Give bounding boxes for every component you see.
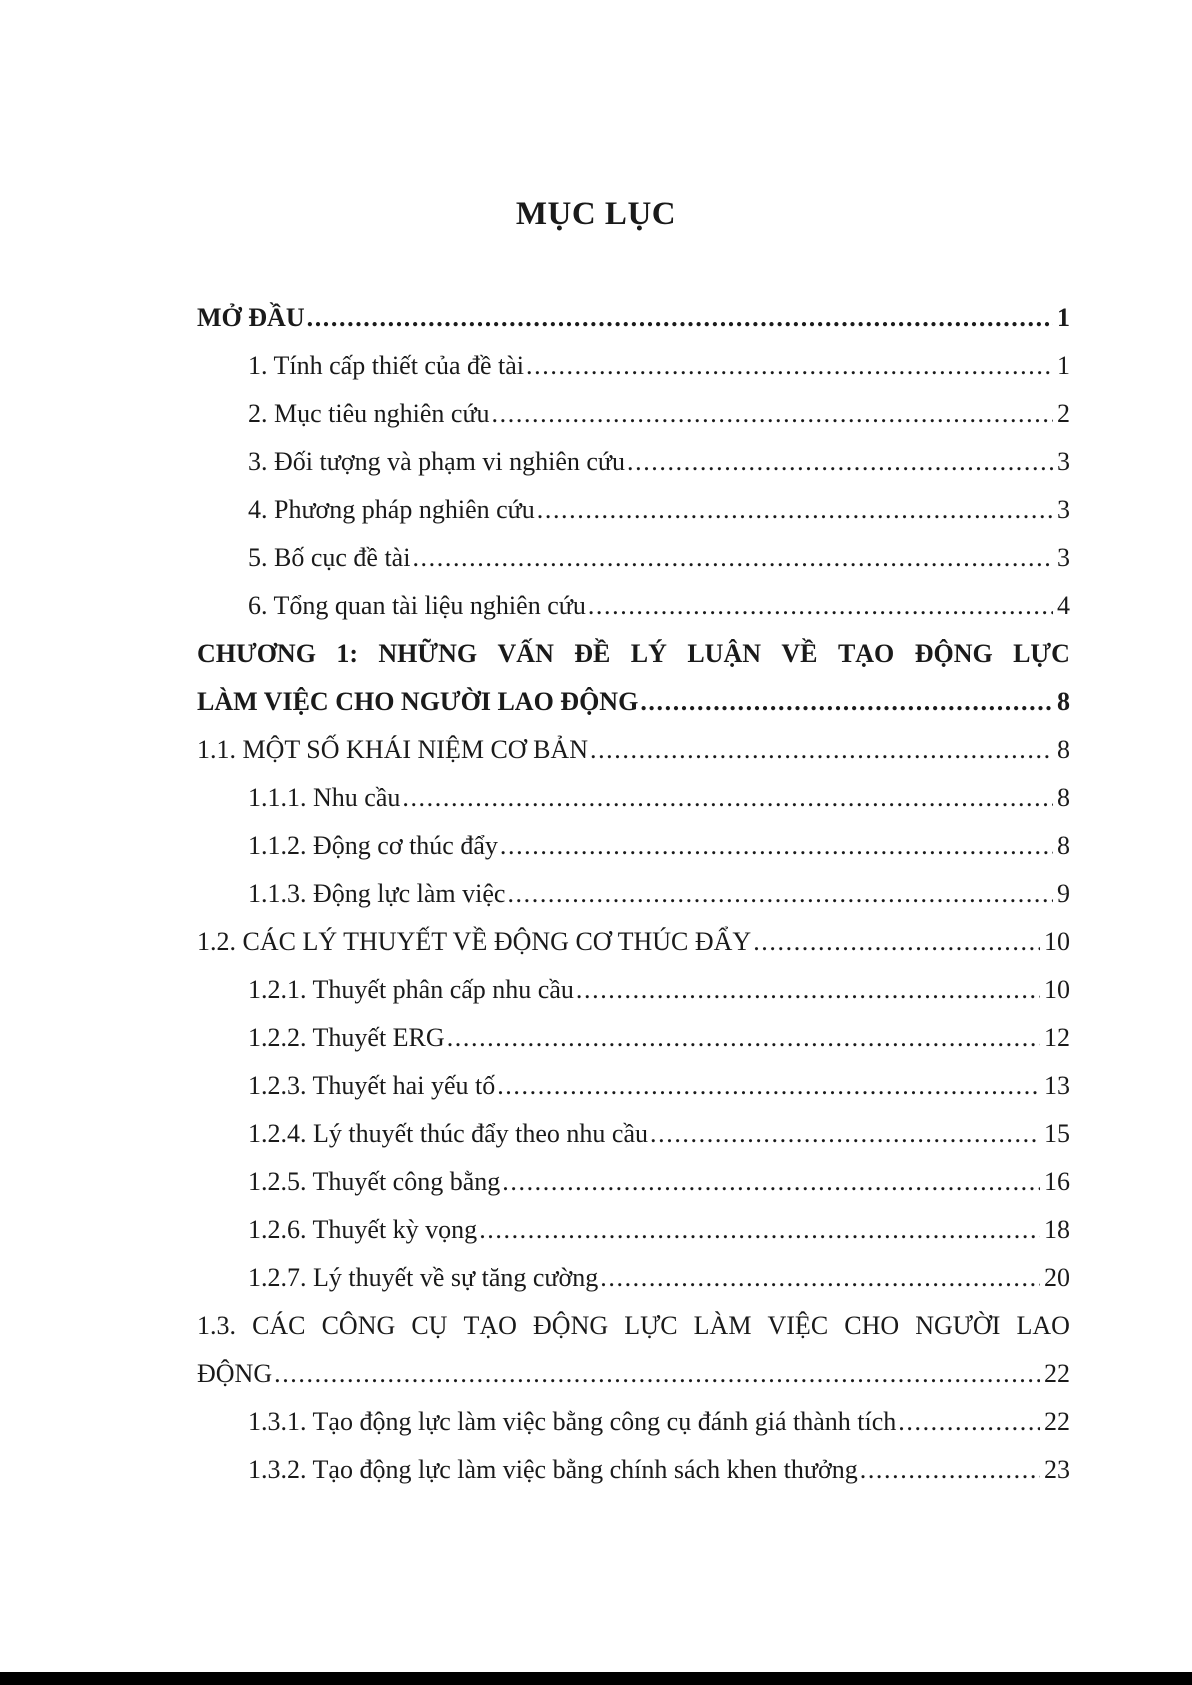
toc-entry[interactable] (197, 390, 1070, 438)
dot-leader (590, 726, 1053, 774)
toc-entry-heading-word: ĐỘNG (914, 639, 993, 668)
toc-entry-line (197, 774, 1070, 822)
toc-entry-heading-word: VẤN (497, 639, 554, 668)
toc-entry-heading-word: VỀ (781, 639, 818, 668)
toc-entry-heading-word: CỤ (411, 1311, 448, 1340)
toc-entry-line (197, 534, 1070, 582)
toc-entry-heading-word: CÔNG (321, 1311, 396, 1340)
toc-entry[interactable] (197, 1398, 1070, 1446)
dot-leader (274, 1350, 1040, 1398)
toc-entry-heading-word: CÁC (252, 1311, 306, 1340)
toc-entry[interactable] (197, 1062, 1070, 1110)
toc-entry-title: LÀM VIỆC CHO NGƯỜI LAO ĐỘNG (197, 687, 639, 716)
dot-leader (898, 1398, 1040, 1446)
toc-entry[interactable] (197, 294, 1070, 342)
toc-entry-line (197, 390, 1070, 438)
dot-leader (402, 774, 1053, 822)
toc-entry-title: 1.2.2. Thuyết ERG (248, 1023, 445, 1052)
dot-leader (627, 438, 1053, 486)
toc-entry-title: 1.2.7. Lý thuyết về sự tăng cường (248, 1263, 599, 1292)
toc-entry-line (197, 486, 1070, 534)
toc-entry[interactable] (197, 1302, 1070, 1398)
toc-entry-title: 5. Bố cục đề tài (248, 543, 411, 572)
toc-entry-page-number: 3 (1057, 543, 1070, 572)
toc-entry[interactable] (197, 918, 1070, 966)
toc-entry-heading-word: LÀM (693, 1311, 752, 1340)
toc-entry-heading-word: 1: (336, 639, 358, 668)
toc-entry-title: 1.1.2. Động cơ thúc đẩy (248, 831, 498, 860)
toc-entry-page-number: 10 (1044, 927, 1070, 956)
toc-entry-line (197, 1110, 1070, 1158)
toc-entry-title: 1.1.1. Nhu cầu (248, 783, 401, 812)
toc-entry-page-number: 3 (1057, 495, 1070, 524)
toc-entry-title: 1.3.1. Tạo động lực làm việc bằng công cụ đánh giá thành tích (248, 1407, 897, 1436)
toc-entry[interactable] (197, 1110, 1070, 1158)
toc-entry[interactable] (197, 486, 1070, 534)
page-title: MỤC LỤC (515, 196, 677, 232)
dot-leader (507, 870, 1053, 918)
dot-leader (650, 1110, 1040, 1158)
dot-leader (500, 822, 1053, 870)
toc-entry-title: 3. Đối tượng và phạm vi nghiên cứu (248, 447, 625, 476)
toc-entry-title: MỞ ĐẦU (197, 303, 305, 332)
toc-entry[interactable] (197, 774, 1070, 822)
toc-entry-page-number: 20 (1044, 1263, 1070, 1292)
dot-leader (526, 342, 1053, 390)
dot-leader (492, 390, 1053, 438)
toc-entry[interactable] (197, 966, 1070, 1014)
toc-entry-line (197, 966, 1070, 1014)
toc-entry[interactable] (197, 630, 1070, 726)
toc-entry-line (197, 1446, 1070, 1494)
toc-entry-heading-word: CHO (844, 1311, 900, 1340)
toc-entry[interactable] (197, 342, 1070, 390)
toc-entry-heading-word: NGƯỜI (915, 1311, 1001, 1340)
dot-leader (640, 678, 1053, 726)
toc-entry-heading-line (197, 630, 1070, 678)
toc-entry-line (197, 1254, 1070, 1302)
toc-entry-title: 2. Mục tiêu nghiên cứu (248, 399, 490, 428)
toc-entry[interactable] (197, 582, 1070, 630)
toc-entry-line (197, 726, 1070, 774)
toc-entry-heading-word: ĐỀ (574, 639, 611, 668)
toc-entry-title: 1.2.4. Lý thuyết thúc đẩy theo nhu cầu (248, 1119, 649, 1148)
toc-entry-page-number: 22 (1044, 1407, 1070, 1436)
toc-entry-line (197, 1398, 1070, 1446)
toc-entry-line (197, 1206, 1070, 1254)
toc-entry-page-number: 1 (1057, 303, 1070, 332)
toc-entry[interactable] (197, 1254, 1070, 1302)
toc-entry-heading-word: NHỮNG (378, 639, 478, 668)
toc-entry-heading-line (197, 1302, 1070, 1350)
toc-entry-page-number: 23 (1044, 1455, 1070, 1484)
toc-entry[interactable] (197, 1206, 1070, 1254)
toc-entry-page-number: 4 (1057, 591, 1070, 620)
toc-entry-page-number: 8 (1057, 687, 1070, 716)
toc-entry-heading-word: VIỆC (767, 1311, 829, 1340)
toc-entry-heading-word: TẠO (463, 1311, 517, 1340)
toc-entry-title: 6. Tổng quan tài liệu nghiên cứu (248, 591, 586, 620)
dot-leader (576, 966, 1040, 1014)
toc-entry-page-number: 13 (1044, 1071, 1070, 1100)
toc-entry-page-number: 1 (1057, 351, 1070, 380)
toc-entry-page-number: 8 (1057, 831, 1070, 860)
toc-entry-page-number: 15 (1044, 1119, 1070, 1148)
toc-entry-line (197, 1158, 1070, 1206)
dot-leader (412, 534, 1053, 582)
toc-entry[interactable] (197, 1158, 1070, 1206)
toc-entry-title: 1.3.2. Tạo động lực làm việc bằng chính sách khen thưởng (248, 1455, 858, 1484)
toc-entry-title: 4. Phương pháp nghiên cứu (248, 495, 535, 524)
toc-entry-heading-word: 1.3. (197, 1311, 236, 1340)
toc-entry-page-number: 8 (1057, 735, 1070, 764)
toc-entry-heading-word: LAO (1016, 1311, 1070, 1340)
toc-entry-page-number: 10 (1044, 975, 1070, 1004)
toc-entry-title: ĐỘNG (197, 1359, 273, 1388)
toc-entry-line (197, 918, 1070, 966)
toc-entry-title: 1.2.5. Thuyết công bằng (248, 1167, 501, 1196)
toc-entry-line (197, 582, 1070, 630)
toc-entry-heading-word: ĐỘNG (533, 1311, 609, 1340)
toc-entry[interactable] (197, 438, 1070, 486)
toc-entry-page-number: 8 (1057, 783, 1070, 812)
toc-entry-page-number: 22 (1044, 1359, 1070, 1388)
toc-entry-page-number: 3 (1057, 447, 1070, 476)
toc-entry[interactable] (197, 822, 1070, 870)
dot-leader (497, 1062, 1040, 1110)
toc-entry-page-number: 16 (1044, 1167, 1070, 1196)
toc-entry-title: 1. Tính cấp thiết của đề tài (248, 351, 525, 380)
toc-entry-title: 1.2.6. Thuyết kỳ vọng (248, 1215, 478, 1244)
toc-entry-line (197, 1014, 1070, 1062)
toc-entry-page-number: 9 (1057, 879, 1070, 908)
toc-entry-title: 1.1.3. Động lực làm việc (248, 879, 506, 908)
toc-entry-line (197, 342, 1070, 390)
toc-entry-title: 1.2. CÁC LÝ THUYẾT VỀ ĐỘNG CƠ THÚC ĐẨY (197, 927, 752, 956)
toc-entry-page-number: 12 (1044, 1023, 1070, 1052)
toc-entry-title: 1.1. MỘT SỐ KHÁI NIỆM CƠ BẢN (197, 735, 588, 764)
toc-entry-line (197, 1062, 1070, 1110)
toc-entry-line (197, 294, 1070, 342)
toc-entry-heading-word: CHƯƠNG (197, 639, 316, 668)
toc-entry-page-number: 18 (1044, 1215, 1070, 1244)
dot-leader (479, 1206, 1040, 1254)
toc-entry-heading-word: LỰC (624, 1311, 678, 1340)
toc-entry-heading-word: TẠO (837, 639, 895, 668)
dot-leader (753, 918, 1040, 966)
toc-entry-line (197, 678, 1070, 726)
bottom-edge-bar (0, 1672, 1192, 1685)
toc-entry[interactable] (197, 1014, 1070, 1062)
dot-leader (537, 486, 1053, 534)
toc-entry-line (197, 1350, 1070, 1398)
toc-entry[interactable] (197, 726, 1070, 774)
toc-entry-title: 1.2.1. Thuyết phân cấp nhu cầu (248, 975, 574, 1004)
dot-leader (588, 582, 1053, 630)
toc-entry[interactable] (197, 870, 1070, 918)
dot-leader (502, 1158, 1040, 1206)
toc-entry-line (197, 822, 1070, 870)
toc-entry-heading-word: LÝ (630, 639, 667, 668)
toc-entry-title: 1.2.3. Thuyết hai yếu tố (248, 1071, 496, 1100)
table-of-contents (197, 294, 1070, 1494)
dot-leader (600, 1254, 1040, 1302)
dot-leader (307, 294, 1053, 342)
dot-leader (860, 1446, 1040, 1494)
toc-entry-heading-word: LUẬN (687, 639, 761, 668)
toc-entry-line (197, 870, 1070, 918)
dot-leader (447, 1014, 1040, 1062)
toc-entry-page-number: 2 (1057, 399, 1070, 428)
toc-entry[interactable] (197, 1446, 1070, 1494)
toc-entry-heading-word: LỰC (1013, 639, 1070, 668)
toc-entry-line (197, 438, 1070, 486)
toc-entry[interactable] (197, 534, 1070, 582)
